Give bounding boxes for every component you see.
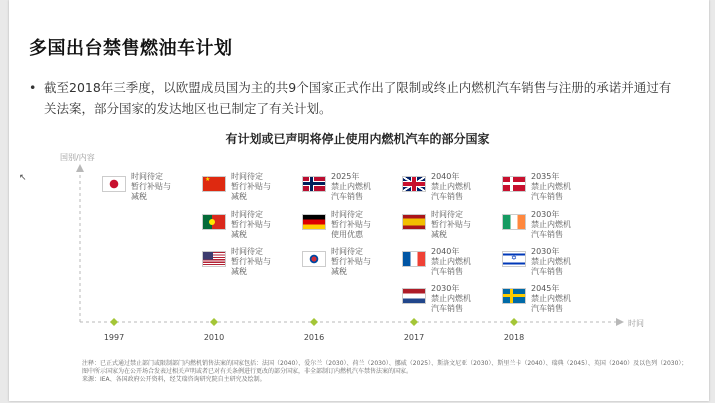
year-marker [210,318,218,326]
footnote [82,360,692,384]
korea-flag-icon [302,251,326,267]
year-label: 2017 [403,333,425,342]
israel-flag-icon: ✡ [502,251,526,267]
entry-text: 2045年 禁止内燃机 汽车销售 [531,284,571,313]
entry-text: 2025年 禁止内燃机 汽车销售 [331,172,371,201]
chart-title: 有计划或已声明将停止使用内燃机汽车的部分国家 [225,132,490,146]
entry-text: 时间待定 暂行补贴与 减税 [331,247,371,276]
entry-text: 时间待定 暂行补贴与 减税 [231,210,271,239]
uk-flag-icon [402,176,426,192]
entry-china [202,172,271,202]
usa-flag-icon [202,251,226,267]
denmark-flag-icon [502,176,526,192]
entry-text: 2035年 禁止内燃机 汽车销售 [531,172,571,201]
entry-norway [302,172,371,202]
year-label: 2016 [303,333,325,342]
netherlands-flag-icon [402,288,426,304]
entry-germany [302,210,371,240]
year-marker [310,318,318,326]
bullet-text: 截至2018年三季度，以欧盟成员国为主的共9个国家正式作出了限制或终止内燃机汽车销售与注册的承诺并通过有关法案，部分国家的发达地区也已制定了有关计划。 [44,80,672,116]
germany-flag-icon [302,214,326,230]
entry-france [402,247,471,277]
mouse-cursor-icon: ↖ [19,173,27,183]
japan-flag-icon [102,176,126,192]
entry-usa [202,247,271,277]
entry-netherlands [402,284,471,314]
entry-uk [402,172,471,202]
entry-text: 2030年 禁止内燃机 汽车销售 [531,210,571,239]
entry-ireland [502,210,571,240]
footnote-source: 来源：IEA、各国政府公开资料，经艾瑞咨询研究院自主研究及绘制。 [82,376,266,383]
portugal-flag-icon [202,214,226,230]
entry-text: 时间待定 暂行补贴与 使用优惠 [331,210,371,239]
year-label: 1997 [103,333,125,342]
entry-israel [502,247,571,277]
entry-japan [102,172,171,202]
china-flag-icon: ★ [202,176,226,192]
entry-text: 时间待定 暂行补贴与 减税 [431,210,471,239]
entry-text: 时间待定 暂行补贴与 减税 [231,172,271,201]
y-axis-label: 国别/内容 [60,153,95,162]
entry-sweden [502,284,571,314]
x-axis-label: 时间 [628,319,644,328]
france-flag-icon [402,251,426,267]
year-marker [410,318,418,326]
entry-text: 2030年 禁止内燃机 汽车销售 [431,284,471,313]
entry-denmark [502,172,571,202]
year-label: 2010 [203,333,225,342]
entry-text: 2040年 禁止内燃机 汽车销售 [431,247,471,276]
footnote-note: 注释：已正式通过禁止部门或限制部门内燃机销售法案的国家包括：法国（2040）、爱尔兰（2030）、荷兰（2030）、挪威（2025）、斯洛文尼亚（2030）、斯里兰卡（2040）、瑞典（2045）、英国（2040）及以色列（2030）；图中所示国家为在公开场合发表过相关声明或者已对有关条例进行更改的部分国家，非全部制订内燃机汽车禁售法案的国家。 [82,360,688,375]
page-title: 多国出台禁售燃油车计划 [29,38,233,59]
entry-korea [302,247,371,277]
entry-spain [402,210,471,240]
norway-flag-icon [302,176,326,192]
year-marker [510,318,518,326]
entry-text: 2030年 禁止内燃机 汽车销售 [531,247,571,276]
entry-text: 时间待定 暂行补贴与 减税 [231,247,271,276]
sweden-flag-icon [502,288,526,304]
entry-portugal [202,210,271,240]
y-axis-arrow-icon [76,164,84,172]
spain-flag-icon [402,214,426,230]
entry-text: 2040年 禁止内燃机 汽车销售 [431,172,471,201]
year-label: 2018 [503,333,525,342]
bullet-dot: • [29,80,37,95]
entry-text: 时间待定 暂行补贴与 减税 [131,172,171,201]
year-marker [110,318,118,326]
x-axis-arrow-icon [616,318,624,326]
ireland-flag-icon [502,214,526,230]
